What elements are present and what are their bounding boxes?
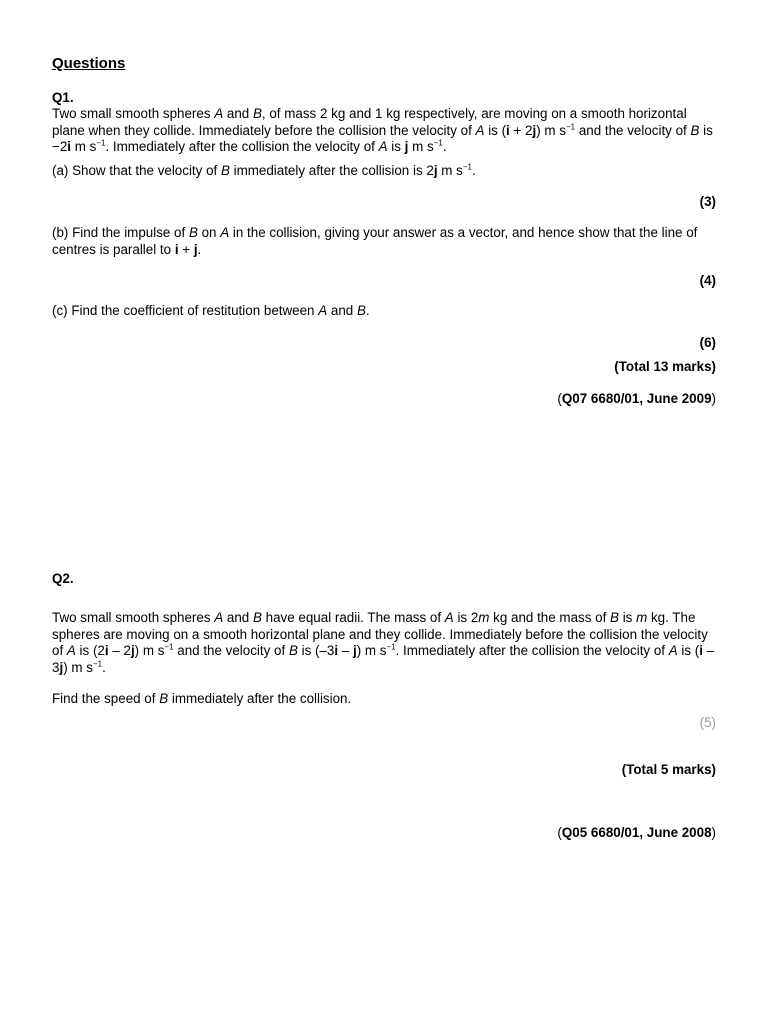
marks-1b: (4) <box>699 273 716 288</box>
question-1-part-a: (a) Show that the velocity of B immediately after the collision is 2j m $s^{-1}$. <box>52 162 476 178</box>
question-2-task: Find the speed of B immediately after the collision. <box>52 691 352 706</box>
question-1-number: Q1. <box>52 90 74 105</box>
question-1-part-c: (c) Find the coefficient of restitution between A and B. <box>52 303 370 318</box>
question-1-intro: Two small smooth spheres A and B, of mass 2 kg and 1 kg respectively, are moving on a smooth horizontal plane when they collide. Immediately before the collision the velocity of A is (i + 2j) m $s^{-1}$ and the velocity of B is −2i m $s^{-1}$. Immediately after the collision the velocity of A is j m $s^{-1}$. <box>52 106 713 155</box>
marks-1c: (6) <box>699 335 716 350</box>
source-q2: (Q05 6680/01, June 2008) <box>557 825 716 840</box>
total-marks-q2: (Total 5 marks) <box>621 762 716 777</box>
marks-1a: (3) <box>699 194 716 209</box>
total-marks-q1: (Total 13 marks) <box>614 359 716 374</box>
question-2-intro: Two small smooth spheres A and B have equal radii. The mass of A is 2m kg and the mass of B is m kg. The spheres are moving on a smooth horizontal plane and they collide. Immediately before the collision the velocity of A is (2i – 2j) m $s^{-1}$ and the velocity of B is (–3i – j) m $s^{-1}$. Immediately after the collision the velocity of A is (i – 3j) m $s^{-1}$. <box>52 610 715 675</box>
page-title: Questions <box>52 55 126 72</box>
question-2-number: Q2. <box>52 571 74 586</box>
source-q1: (Q07 6680/01, June 2009) <box>557 391 716 406</box>
question-1-part-b: (b) Find the impulse of B on A in the collision, giving your answer as a vector, and hence show that the line of centres is parallel to i + j. <box>52 225 698 257</box>
marks-2: (5) <box>699 715 716 730</box>
